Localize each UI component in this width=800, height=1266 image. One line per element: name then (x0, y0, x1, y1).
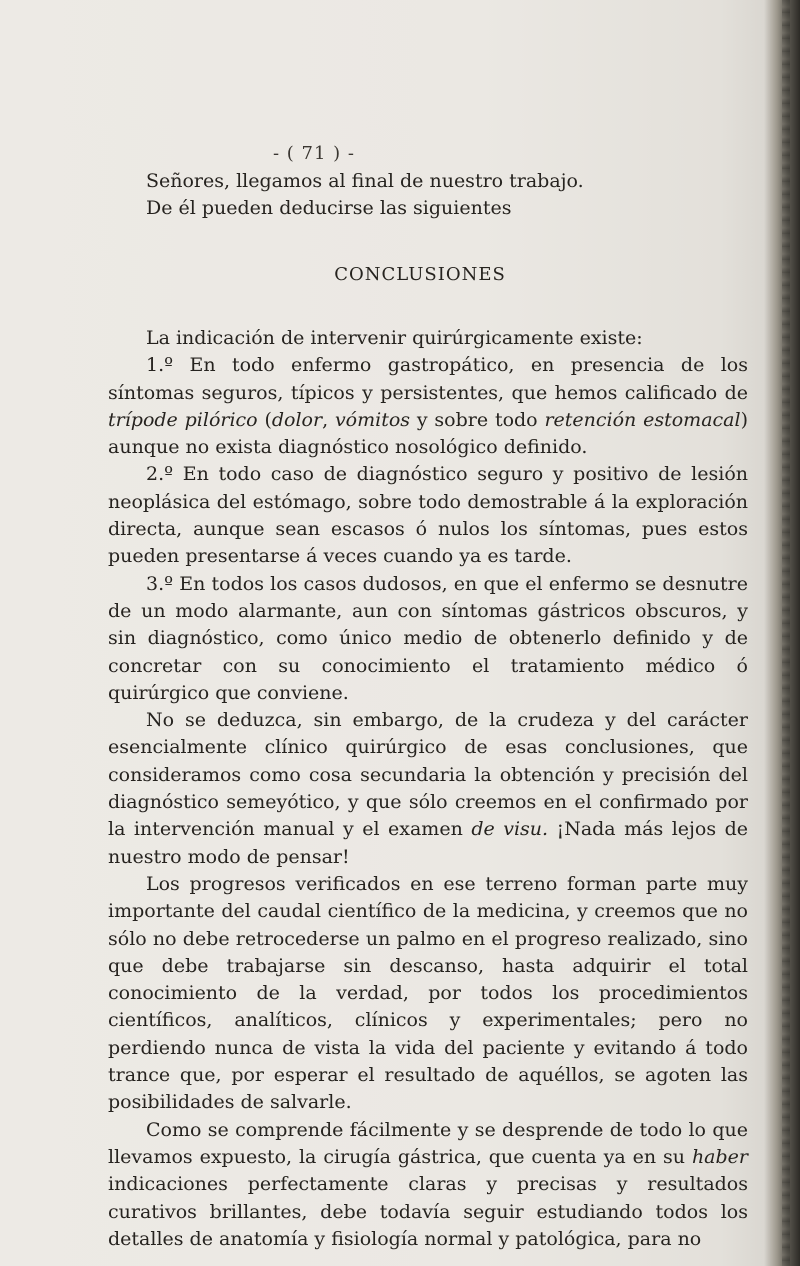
paragraph-surgery: Como se comprende fácilmente y se desprende de todo lo que llevamos expuesto, la cirugía gástrica, que cuenta ya en su haber indicaciones perfectamente claras y precisas y resultados curativos brillantes, debe todavía seguir estudiando todos los detalles de anatomía y fisiología normal y patológica, para no (108, 1118, 748, 1250)
paragraph-indication: La indicación de intervenir quirúrgicamente existe: (146, 327, 643, 349)
paragraph-conclusion-1: 1.º En todo enfermo gastropático, en presencia de los síntomas seguros, típicos y persistentes, que hemos calificado de trípode pilórico (dolor, vómitos y sobre todo retención estomacal) aunque no exista diagnóstico nosológico definido. (108, 354, 748, 459)
page-number: - ( 71 ) - (273, 143, 355, 164)
paragraph-conclusion-2: 2.º En todo caso de diagnóstico seguro y positivo de lesión neoplásica del estómago, sobre todo demostrable á la exploración directa, aunque sean escasos ó nulos los síntomas, pues estos pueden presentarse á veces cuando ya es tarde. (108, 463, 748, 568)
paragraph-diagnosis: No se deduzca, sin embargo, de la crudeza y del carácter esencialmente clínico quirúrgico de esas conclusiones, que consideramos como cosa secundaria la obtención y precisión del diagnóstico semeyótico, y que sólo creemos en el confirmado por la intervención manual y el examen de visu. ¡Nada más lejos de nuestro modo de pensar! (108, 709, 749, 868)
page-binding-edge (764, 0, 800, 1266)
intro-text (108, 168, 748, 223)
intro-line-1: Señores, llegamos al final de nuestro trabajo. (146, 170, 584, 192)
body-text (108, 325, 748, 1253)
paragraph-progress: Los progresos verificados en ese terreno forman parte muy importante del caudal científico de la medicina, y creemos que no sólo no debe retrocederse un palmo en el progreso realizado, sino que debe trabajarse sin descanso, hasta adquirir el total conocimiento de la verdad, por todos los procedimientos científicos, analíticos, clínicos y experimentales; pero no perdiendo nunca de vista la vida del paciente y evitando á todo trance que, por esperar el resultado de aquéllos, se agoten las posibilidades de salvarle. (108, 872, 748, 1114)
section-heading: CONCLUSIONES (334, 264, 506, 285)
intro-line-2: De él pueden deducirse las siguientes (146, 197, 512, 220)
paragraph-conclusion-3: 3.º En todos los casos dudosos, en que el enfermo se desnutre de un modo alarmante, aun con síntomas gástricos obscuros, y sin diagnóstico, como único medio de obtenerlo definido y de concretar con su conocimiento el tratamiento médico ó quirúrgico que conviene. (108, 572, 748, 704)
